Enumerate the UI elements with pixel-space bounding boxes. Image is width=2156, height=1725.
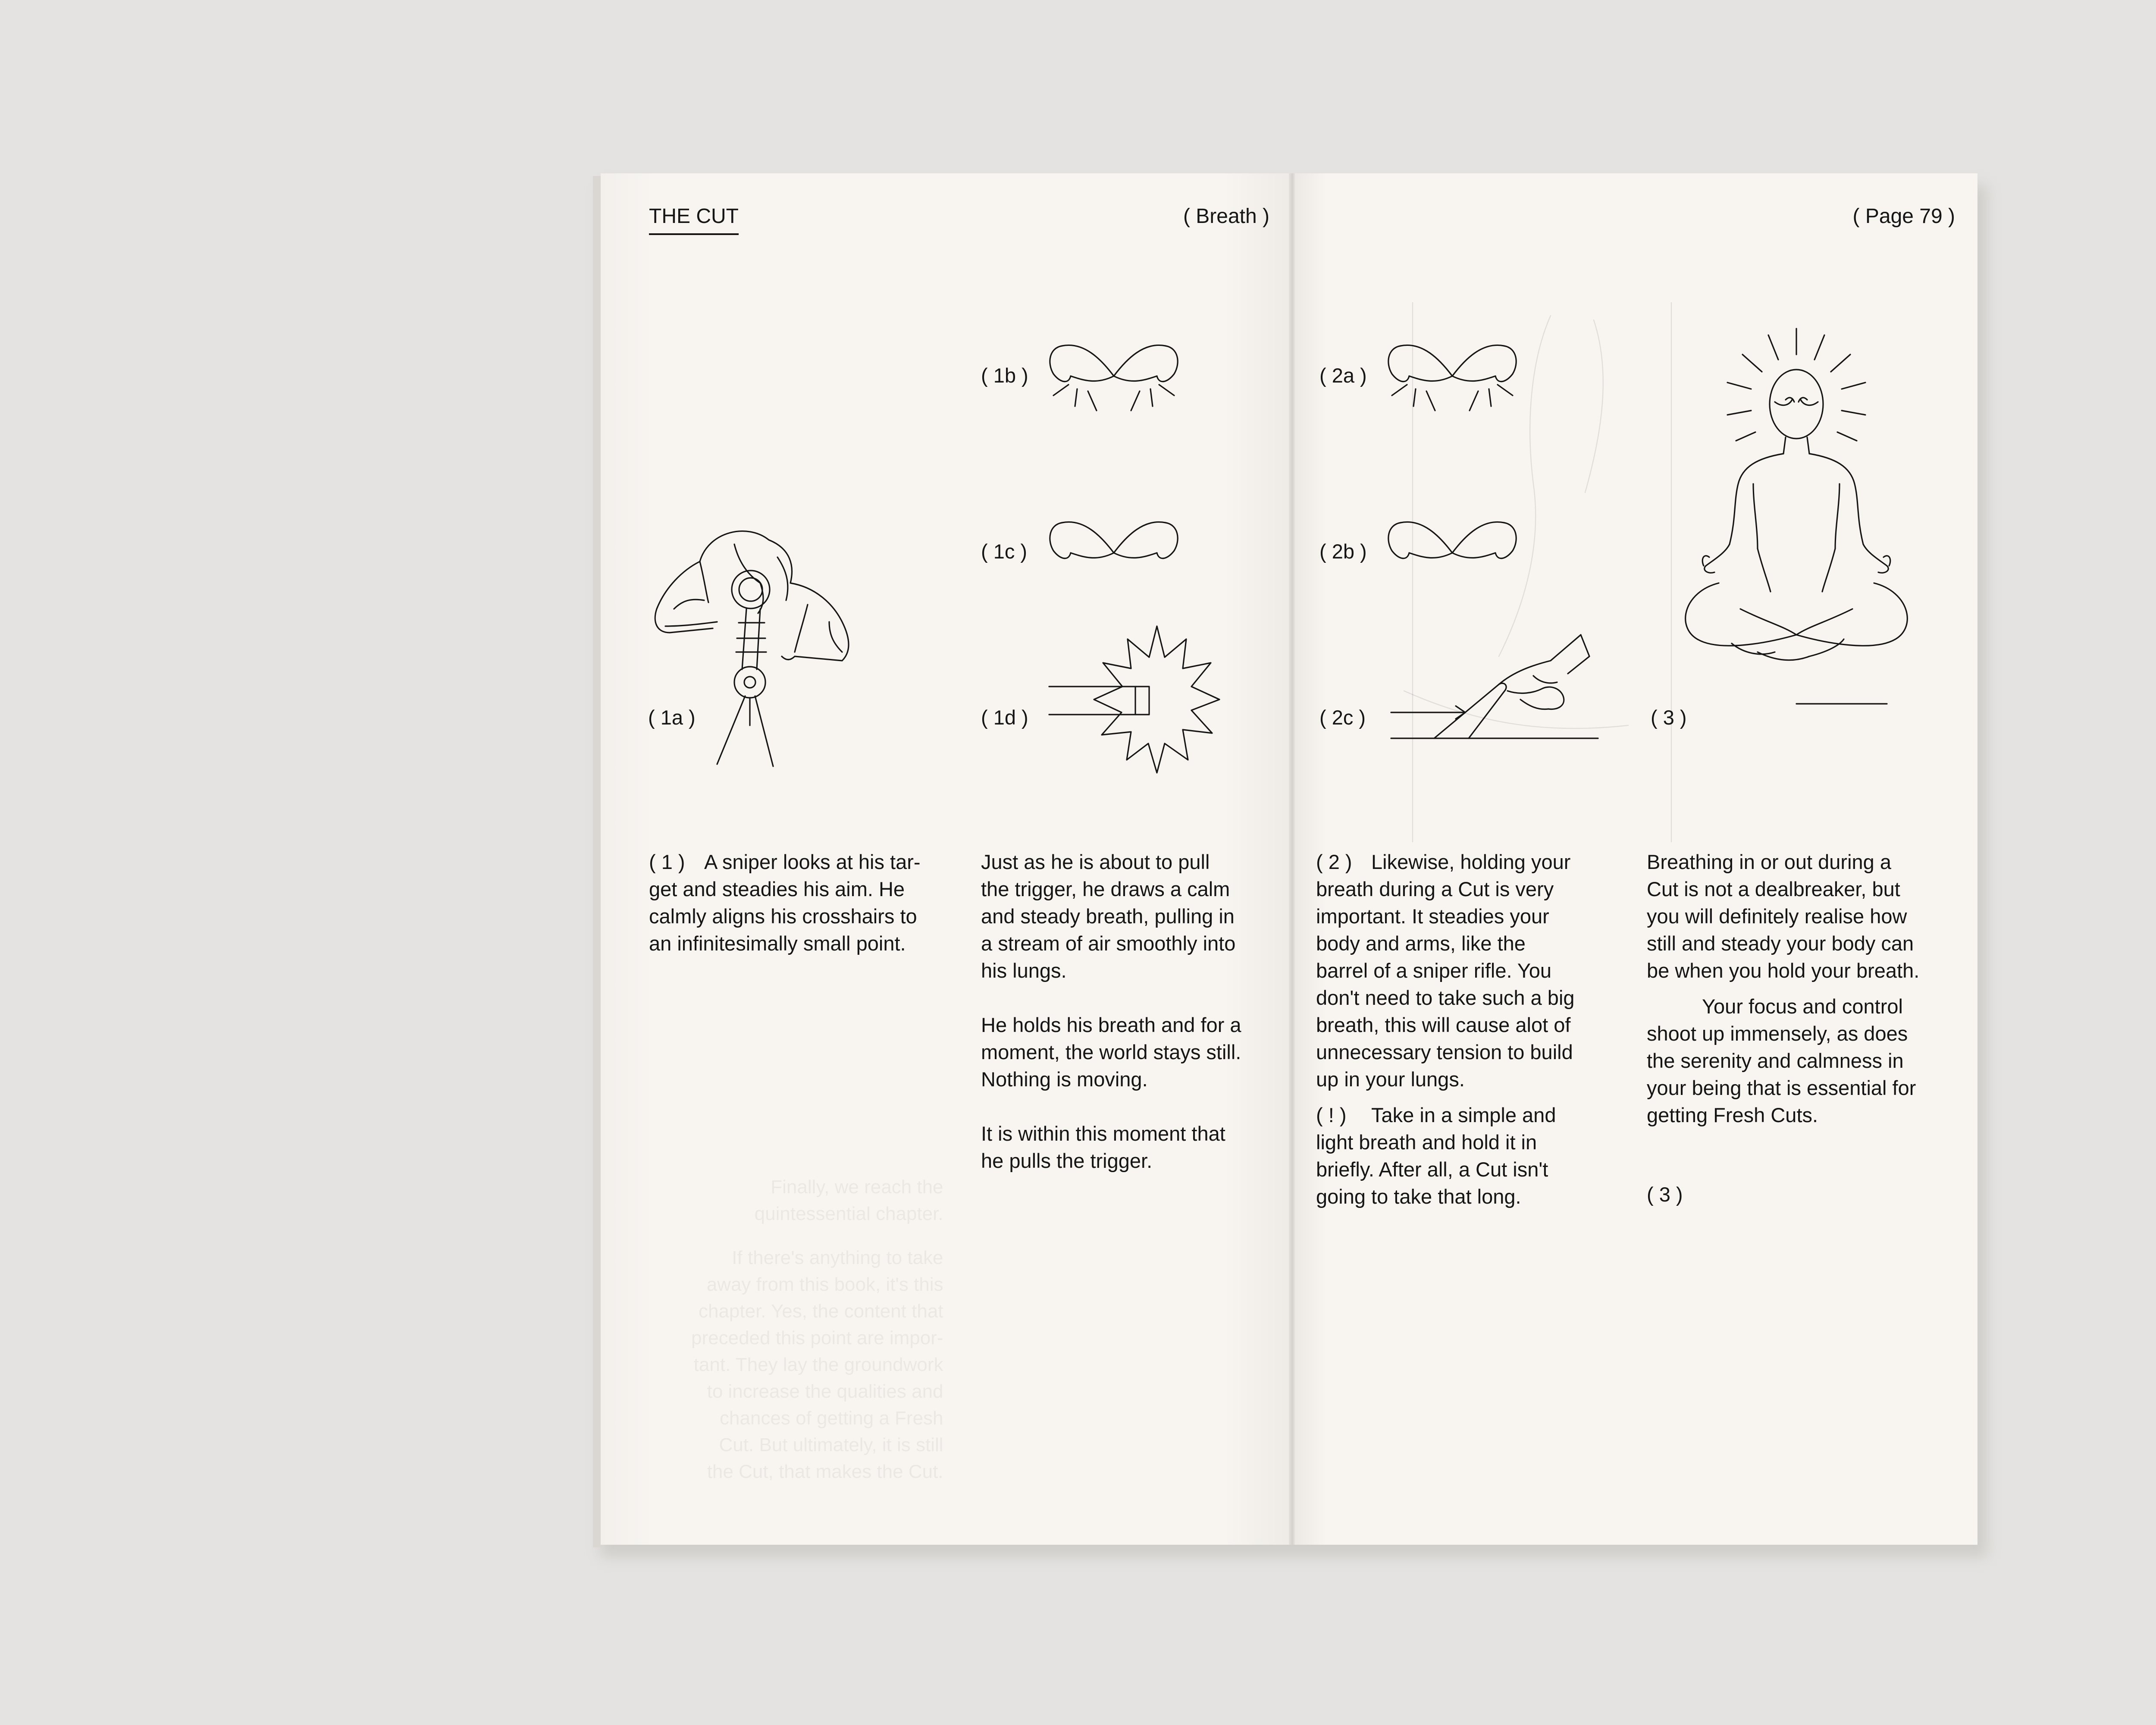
- col3-line: up in your lungs.: [1316, 1068, 1465, 1091]
- col2-line: the trigger, he draws a calm: [981, 878, 1230, 900]
- label-1c: ( 1c ): [981, 540, 1028, 563]
- col4-number: ( 3 ): [1647, 1183, 1683, 1206]
- col3-line: light breath and hold it in: [1316, 1131, 1537, 1154]
- col2-line: and steady breath, pulling in: [981, 905, 1235, 928]
- book-title: THE CUT: [649, 205, 739, 228]
- col3-line: Take in a simple and: [1371, 1104, 1556, 1126]
- col3-line: unnecessary tension to build: [1316, 1041, 1573, 1063]
- label-2b: ( 2b ): [1319, 540, 1367, 563]
- col3-text: [1316, 848, 1575, 1210]
- col3-line: Likewise, holding your: [1371, 850, 1571, 873]
- col3-line: going to take that long.: [1316, 1185, 1521, 1208]
- note-marker: ( ! ): [1316, 1104, 1347, 1126]
- col2-text: [981, 848, 1241, 1174]
- col3-line: don't need to take such a big: [1316, 986, 1575, 1009]
- col3-line: briefly. After all, a Cut isn't: [1316, 1158, 1548, 1181]
- col1-line: calmly aligns his crosshairs to: [649, 905, 917, 928]
- nose-inhale-icon: [1045, 333, 1183, 441]
- col1-line: get and steadies his aim. He: [649, 878, 905, 900]
- col2-line: a stream of air smoothly into: [981, 932, 1236, 955]
- col3-line: body and arms, like the: [1316, 932, 1526, 955]
- col2-line: he pulls the trigger.: [981, 1149, 1153, 1172]
- col4-line: the serenity and calmness in: [1647, 1049, 1904, 1072]
- show-through-text: Finally, we reach the quintessential chapter. If there's anything to take away from this book, it's this chapter. Yes, the content that preceded this point are impor- tant. They lay the groundwork to increase the qualities and chances of getting a Fresh Cut. But ultimately, it is still the Cut, that makes the Cut.: [691, 1176, 943, 1482]
- col4-line: you will definitely realise how: [1647, 905, 1907, 928]
- col4-text: [1647, 848, 1919, 1129]
- col3-number: ( 2 ): [1316, 850, 1352, 873]
- col3-line: barrel of a sniper rifle. You: [1316, 959, 1552, 982]
- col1-line: A sniper looks at his tar-: [704, 850, 921, 873]
- label-2c: ( 2c ): [1319, 706, 1366, 729]
- col4-line: getting Fresh Cuts.: [1647, 1104, 1818, 1126]
- col4-line: Breathing in or out during a: [1647, 850, 1891, 873]
- col4-line: your being that is essential for: [1647, 1076, 1916, 1099]
- col4-line: be when you hold your breath.: [1647, 959, 1920, 982]
- col3-line: breath during a Cut is very: [1316, 878, 1554, 900]
- nose-hold-icon: [1045, 510, 1183, 570]
- col2-line: Just as he is about to pull: [981, 850, 1210, 873]
- col3-line: breath, this will cause alot of: [1316, 1013, 1571, 1036]
- col3-line: important. It steadies your: [1316, 905, 1549, 928]
- col1-line: an infinitesimally small point.: [649, 932, 906, 955]
- col2-line: He holds his breath and for a: [981, 1013, 1241, 1036]
- col1-number: ( 1 ): [649, 850, 685, 873]
- book-gutter: [1289, 173, 1295, 1545]
- left-page: [601, 173, 1292, 1545]
- col4-line: shoot up immensely, as does: [1647, 1022, 1908, 1045]
- section-title: ( Breath ): [1183, 205, 1269, 228]
- label-3: ( 3 ): [1651, 706, 1687, 729]
- page-number: ( Page 79 ): [1852, 205, 1955, 228]
- col4-line: still and steady your body can: [1647, 932, 1914, 955]
- label-1a: ( 1a ): [648, 706, 696, 729]
- col2-line: Nothing is moving.: [981, 1068, 1148, 1091]
- col2-line: moment, the world stays still.: [981, 1041, 1241, 1063]
- hand-razor-illustration: [1391, 630, 1615, 773]
- col1-paragraph: [649, 848, 921, 957]
- book-spread: [593, 173, 1986, 1549]
- nose-inhale-icon: [1383, 333, 1521, 441]
- nose-hold-icon: [1383, 510, 1521, 570]
- right-page: [1292, 173, 1977, 1545]
- label-2a: ( 2a ): [1319, 364, 1367, 387]
- col2-line: It is within this moment that: [981, 1122, 1225, 1145]
- meditation-illustration: [1654, 324, 1947, 773]
- col2-line: his lungs.: [981, 959, 1067, 982]
- col4-line: Cut is not a dealbreaker, but: [1647, 878, 1900, 900]
- sniper-illustration: [648, 523, 924, 781]
- col4-line: Your focus and control: [1702, 995, 1903, 1018]
- title-underline: [649, 233, 739, 235]
- label-1d: ( 1d ): [981, 706, 1028, 729]
- gunshot-burst-icon: [1049, 622, 1222, 803]
- label-1b: ( 1b ): [981, 364, 1028, 387]
